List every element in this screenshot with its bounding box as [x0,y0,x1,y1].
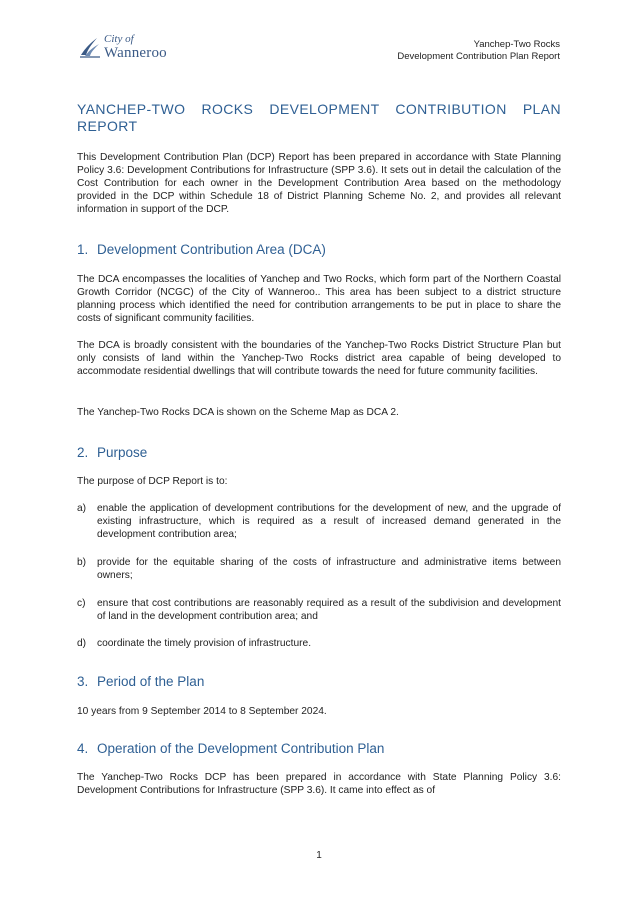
section-1-title: Development Contribution Area (DCA) [97,242,326,257]
list-text: provide for the equitable sharing of the costs of infrastructure and administrative items between owners; [97,557,561,581]
list-marker: c) [77,598,86,609]
section-2-title: Purpose [97,445,148,460]
section-4-paragraph-1: The Yanchep-Two Rocks DCP has been prepared in accordance with State Planning Policy 3.6: Development Contributions for Infrastructure (SPP 3.6). It came into effect as of [77,772,561,796]
purpose-list [77,637,561,650]
section-4-number: 4. [77,741,89,756]
list-text: coordinate the timely provision of infrastructure. [97,638,312,649]
list-text: enable the application of development contributions for the development of new, and the upgrade of existing infrastructure, which is required as a result of increased demand generated in the development contribution area; [97,503,561,540]
section-1-paragraph-3: The Yanchep-Two Rocks DCA is shown on the Scheme Map as DCA 2. [77,407,399,418]
section-1-number: 1. [77,242,89,257]
list-item [77,637,561,650]
logo-city-label: City of [104,33,134,45]
section-3-heading [77,674,561,690]
section-4-title: Operation of the Development Contribution Plan [97,741,385,756]
page-number: 1 [316,850,322,861]
intro-paragraph: This Development Contribution Plan (DCP) Report has been prepared in accordance with State Planning Policy 3.6: Development Contributions for Infrastructure (SPP 3.6). It sets out in detail the calculation of the Cost Contribution for each owner in the Development Contribution Area based on the methodology provided in the DCP within Schedule 18 of District Planning Scheme No. 2, and provides all relevant information in support of the DCP. [77,152,561,215]
section-2-heading [77,445,561,461]
list-text: ensure that cost contributions are reasonably required as a result of the subdivision and development of land in the development contribution area; and [97,598,561,622]
purpose-list [77,502,561,541]
section-3-paragraph-1: 10 years from 9 September 2014 to 8 September 2024. [77,706,327,717]
list-marker: d) [77,638,87,649]
purpose-list [77,556,561,582]
section-2-lead: The purpose of DCP Report is to: [77,476,228,487]
header-line-1: Yanchep-Two Rocks [473,39,560,50]
list-marker: a) [77,503,87,514]
document-title: YANCHEP-TWO ROCKS DEVELOPMENT CONTRIBUTION PLAN REPORT [77,101,561,134]
header-line-2: Development Contribution Plan Report [397,51,560,62]
wave-logo-icon [79,35,101,59]
purpose-list [77,597,561,623]
list-item [77,502,561,541]
section-2-number: 2. [77,445,89,460]
section-1-paragraph-2: The DCA is broadly consistent with the boundaries of the Yanchep-Two Rocks District Structure Plan but only consists of land within the Yanchep-Two Rocks district area capable of being developed to accommodate residential dwellings that will contribute towards the need for future community facilities. [77,340,561,377]
list-item [77,556,561,582]
logo-name-label: Wanneroo [104,45,167,61]
section-3-title: Period of the Plan [97,674,205,689]
running-header [397,39,560,63]
list-item [77,597,561,623]
section-4-heading [77,741,561,757]
city-logo [79,33,189,63]
list-marker: b) [77,557,87,568]
section-3-number: 3. [77,674,89,689]
section-1-paragraph-1: The DCA encompasses the localities of Yanchep and Two Rocks, which form part of the Northern Coastal Growth Corridor (NCGC) of the City of Wanneroo.. This area has been subject to a district structure planning process which identified the need for contribution arrangements to be put in place to share the costs of significant community facilities. [77,274,561,324]
section-1-heading [77,242,561,258]
